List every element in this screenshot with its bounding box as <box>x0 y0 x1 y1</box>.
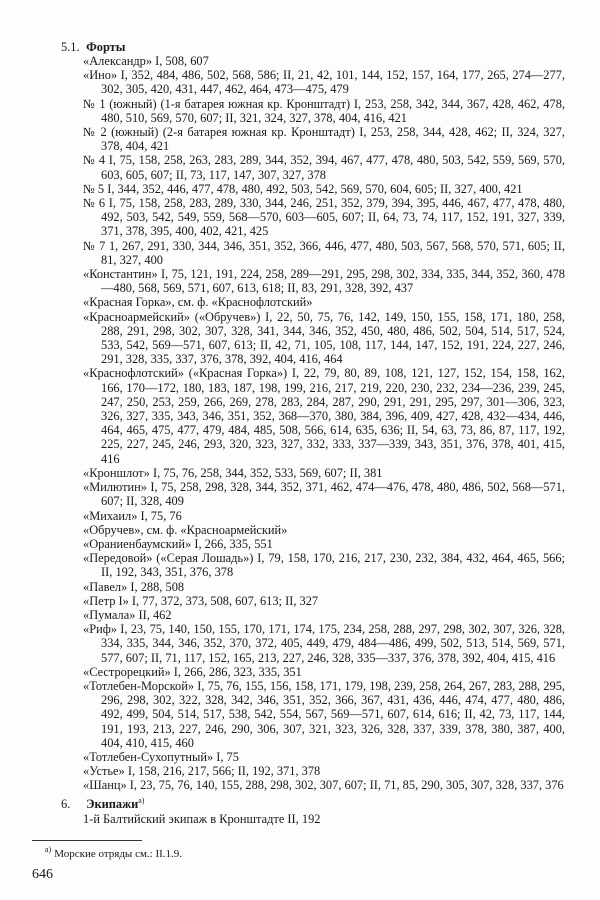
index-entry: «Красноармейский» («Обручев») I, 22, 50, 75, 76, 142, 149, 150, 155, 158, 171, 180, 258, 288, 291, 298, 302, 307, 328, 341, 344, 346, 352, 450, 480, 486, 502, 504, 514, 517, 524, 533, 542, 569—571, 607, 613; II, 42, 71, 105, 108, 117, 144, 147, 152, 191, 224, 227, 246, 291, 328, 335, 337, 376, 378, 392, 404, 416, 464 <box>83 309 565 367</box>
index-entry: № 5 I, 344, 352, 446, 477, 478, 480, 492, 503, 542, 569, 570, 604, 605; II, 327, 400, 421 <box>83 181 523 196</box>
section-heading-forts <box>61 40 125 54</box>
index-entry: «Тотлебен-Морской» I, 75, 76, 155, 156, 158, 171, 179, 198, 239, 258, 264, 267, 283, 288, 295, 296, 298, 302, 322, 328, 342, 346, 351, 352, 366, 367, 431, 436, 446, 474, 477, 480, 486, 492, 499, 504, 514, 517, 538, 542, 554, 567, 569—571, 607, 614, 616; II, 42, 73, 117, 144, 191, 193, 213, 227, 246, 290, 306, 307, 321, 323, 326, 328, 337, 339, 378, 380, 387, 400, 404, 410, 415, 460 <box>83 678 565 750</box>
page-number: 646 <box>32 867 53 882</box>
index-entry: «Кроншлот» I, 75, 76, 258, 344, 352, 533, 569, 607; II, 381 <box>83 465 383 480</box>
index-entry: «Пумала» II, 462 <box>83 607 172 622</box>
index-entry: «Обручев», см. ф. «Красноармейский» <box>83 522 288 537</box>
index-entry: «Константин» I, 75, 121, 191, 224, 258, 289—291, 295, 298, 302, 334, 335, 344, 352, 360, 478—480, 568, 569, 571, 607, 613, 618; II, 83, 291, 328, 392, 437 <box>83 267 565 296</box>
section-heading-crews <box>61 797 144 811</box>
index-entry: «Ораниенбаумский» I, 266, 335, 551 <box>83 536 273 551</box>
index-entry: «Александр» I, 508, 607 <box>83 54 209 68</box>
index-entry: № 4 I, 75, 158, 258, 263, 283, 289, 344, 352, 394, 467, 477, 478, 480, 503, 542, 559, 569, 570, 603, 605, 607; II, 73, 117, 147, 307, 327, 378 <box>83 153 565 182</box>
index-entry: «Петр I» I, 77, 372, 373, 508, 607, 613; II, 327 <box>83 593 319 608</box>
index-entry: № 6 I, 75, 158, 258, 283, 289, 330, 344, 246, 251, 352, 379, 394, 395, 446, 467, 477, 478, 480, 492, 503, 542, 549, 559, 568—570, 603—605, 607; II, 64, 73, 74, 117, 152, 191, 327, 339, 371, 378, 395, 400, 402, 421, 425 <box>83 196 565 239</box>
index-entry: «Милютин» I, 75, 258, 298, 328, 344, 352, 371, 462, 474—476, 478, 480, 486, 502, 568—571, 607; II, 328, 409 <box>83 480 565 509</box>
footnote-mark: а) <box>45 845 52 855</box>
forts-entry-list <box>83 54 565 793</box>
footnote-text: Морские отряды см.: II.1.9. <box>54 848 183 860</box>
index-entry: «Ино» I, 352, 484, 486, 502, 568, 586; II, 21, 42, 101, 144, 152, 157, 164, 177, 265, 274—277, 302, 305, 420, 431, 447, 462, 464, 473—475, 479 <box>83 68 565 97</box>
index-entry: «Шанц» I, 23, 75, 76, 140, 155, 288, 298, 302, 307, 607; II, 71, 85, 290, 305, 307, 328, 337, 376 <box>83 778 564 793</box>
index-entry: 1-й Балтийский экипаж в Кронштадте II, 192 <box>83 812 321 826</box>
crews-entry-list <box>83 812 565 826</box>
index-entry: «Сестрорецкий» I, 266, 286, 323, 335, 351 <box>83 664 302 679</box>
footnote <box>45 847 182 861</box>
index-entry: «Краснофлотский» («Красная Горка») I, 22, 79, 80, 89, 108, 121, 127, 152, 154, 158, 162, 166, 170—172, 180, 183, 187, 198, 199, 216, 217, 219, 220, 230, 232, 234—236, 239, 245, 247, 250, 253, 259, 266, 269, 278, 283, 284, 287, 290, 291, 291, 295, 297, 301—306, 323, 326, 327, 335, 343, 346, 351, 352, 368—370, 380, 384, 396, 409, 427, 428, 432—434, 446, 464, 465, 475, 477, 479, 484, 485, 508, 566, 614, 635, 636; II, 54, 63, 73, 86, 87, 117, 192, 225, 227, 245, 246, 293, 320, 323, 327, 332, 333, 337—339, 343, 351, 376, 378, 401, 415, 416 <box>83 366 565 466</box>
index-entry: № 2 (южный) (2-я батарея южная кр. Кронштадт) I, 253, 258, 344, 428, 462; II, 324, 327, 378, 404, 421 <box>83 125 565 154</box>
index-entry: № 7 1, 267, 291, 330, 344, 346, 351, 352, 366, 446, 477, 480, 503, 567, 568, 570, 571, 605; II, 81, 327, 400 <box>83 238 565 267</box>
section-number: 5.1. <box>61 40 80 54</box>
index-entry: «Передовой» («Серая Лошадь») I, 79, 158, 170, 216, 217, 230, 232, 384, 432, 464, 465, 566; II, 192, 343, 351, 376, 378 <box>83 551 565 580</box>
index-entry: «Михаил» I, 75, 76 <box>83 508 182 523</box>
index-entry: «Павел» I, 288, 508 <box>83 579 185 594</box>
section-number: 6. <box>61 797 71 811</box>
index-entry: «Риф» I, 23, 75, 140, 150, 155, 170, 171, 174, 175, 234, 258, 288, 297, 298, 302, 307, 326, 328, 334, 335, 344, 346, 352, 370, 372, 405, 449, 479, 484—486, 499, 502, 513, 514, 569, 571, 577, 607; II, 71, 117, 152, 165, 213, 227, 246, 328, 335—337, 376, 378, 392, 404, 415, 416 <box>83 622 565 665</box>
index-entry: № 1 (южный) (1-я батарея южная кр. Кронштадт) I, 253, 258, 342, 344, 367, 428, 462, 478, 480, 510, 569, 570, 607; II, 321, 324, 327, 378, 404, 416, 421 <box>83 96 565 125</box>
section-title: Экипажи <box>86 797 139 811</box>
index-entry: «Устье» I, 158, 216, 217, 566; II, 192, 371, 378 <box>83 764 321 779</box>
footnote-divider <box>32 840 142 841</box>
index-entry: «Тотлебен-Сухопутный» I, 75 <box>83 749 239 764</box>
index-entry: «Красная Горка», см. ф. «Краснофлотский» <box>83 295 313 310</box>
footnote-reference: а) <box>138 795 145 805</box>
section-title: Форты <box>86 40 126 54</box>
